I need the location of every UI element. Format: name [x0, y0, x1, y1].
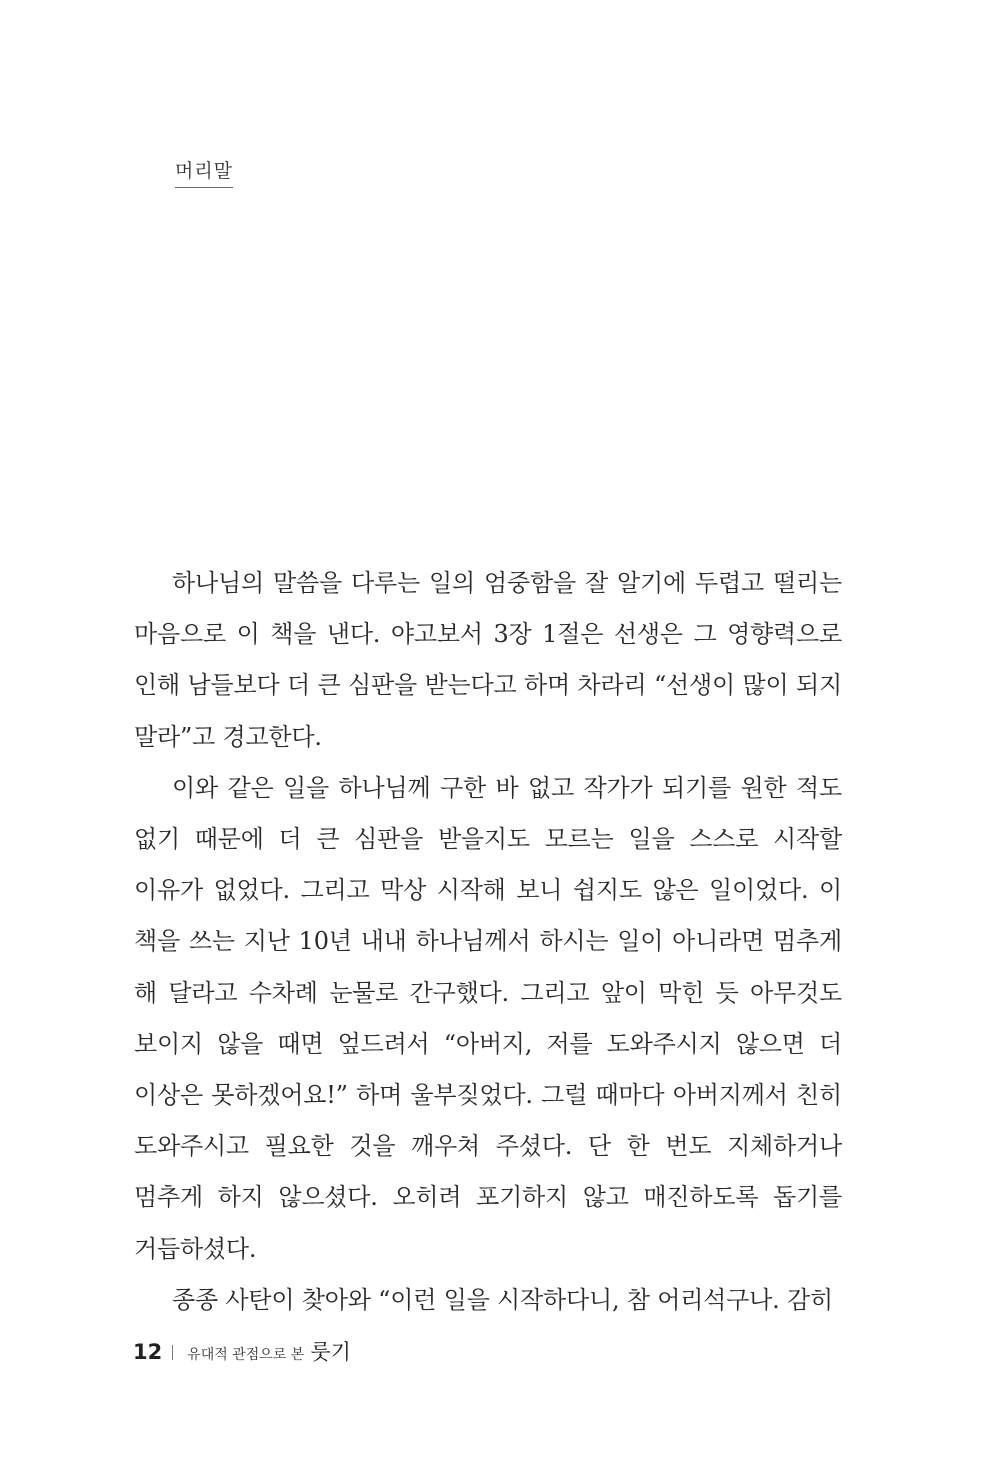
body-text	[134, 558, 842, 1326]
paragraph: 이와 같은 일을 하나님께 구한 바 없고 작가가 되기를 원한 적도 없기 때문에 더 큰 심판을 받을지도 모르는 일을 스스로 시작할 이유가 없었다. 그리고 막상 시작해 보니 쉽지도 않은 일이었다. 이 책을 쓰는 지난 10년 내내 하나님께서 하시는 일이 아니라면 멈추게 해 달라고 수차례 눈물로 간구했다. 그리고 앞이 막힌 듯 아무것도 보이지 않을 때면 엎드려서 “아버지, 저를 도와주시지 않으면 더 이상은 못하겠어요!” 하며 울부짖었다. 그럴 때마다 아버지께서 친히 도와주시고 필요한 것을 깨우쳐 주셨다. 단 한 번도 지체하거나 멈추게 하지 않으셨다. 오히려 포기하지 않고 매진하도록 돕기를 거듭하셨다.	[134, 773, 842, 1263]
page-number: 12	[133, 1340, 163, 1364]
running-head-prefix: 유대적 관점으로 본	[187, 1347, 305, 1363]
running-head-title: 룻기	[310, 1340, 351, 1364]
paragraph: 하나님의 말씀을 다루는 일의 엄중함을 잘 알기에 두렵고 떨리는 마음으로 이 책을 낸다. 야고보서 3장 1절은 선생은 그 영향력으로 인해 남들보다 더 큰 심판을 받는다고 하며 차라리 “선생이 많이 되지 말라”고 경고한다.	[134, 569, 842, 751]
page-footer	[133, 1336, 351, 1366]
paragraph: 종종 사탄이 찾아와 “이런 일을 시작하다니, 참 어리석구나. 감히	[172, 1285, 833, 1314]
footer-separator	[172, 1345, 173, 1360]
section-label: 머리말	[175, 156, 233, 188]
